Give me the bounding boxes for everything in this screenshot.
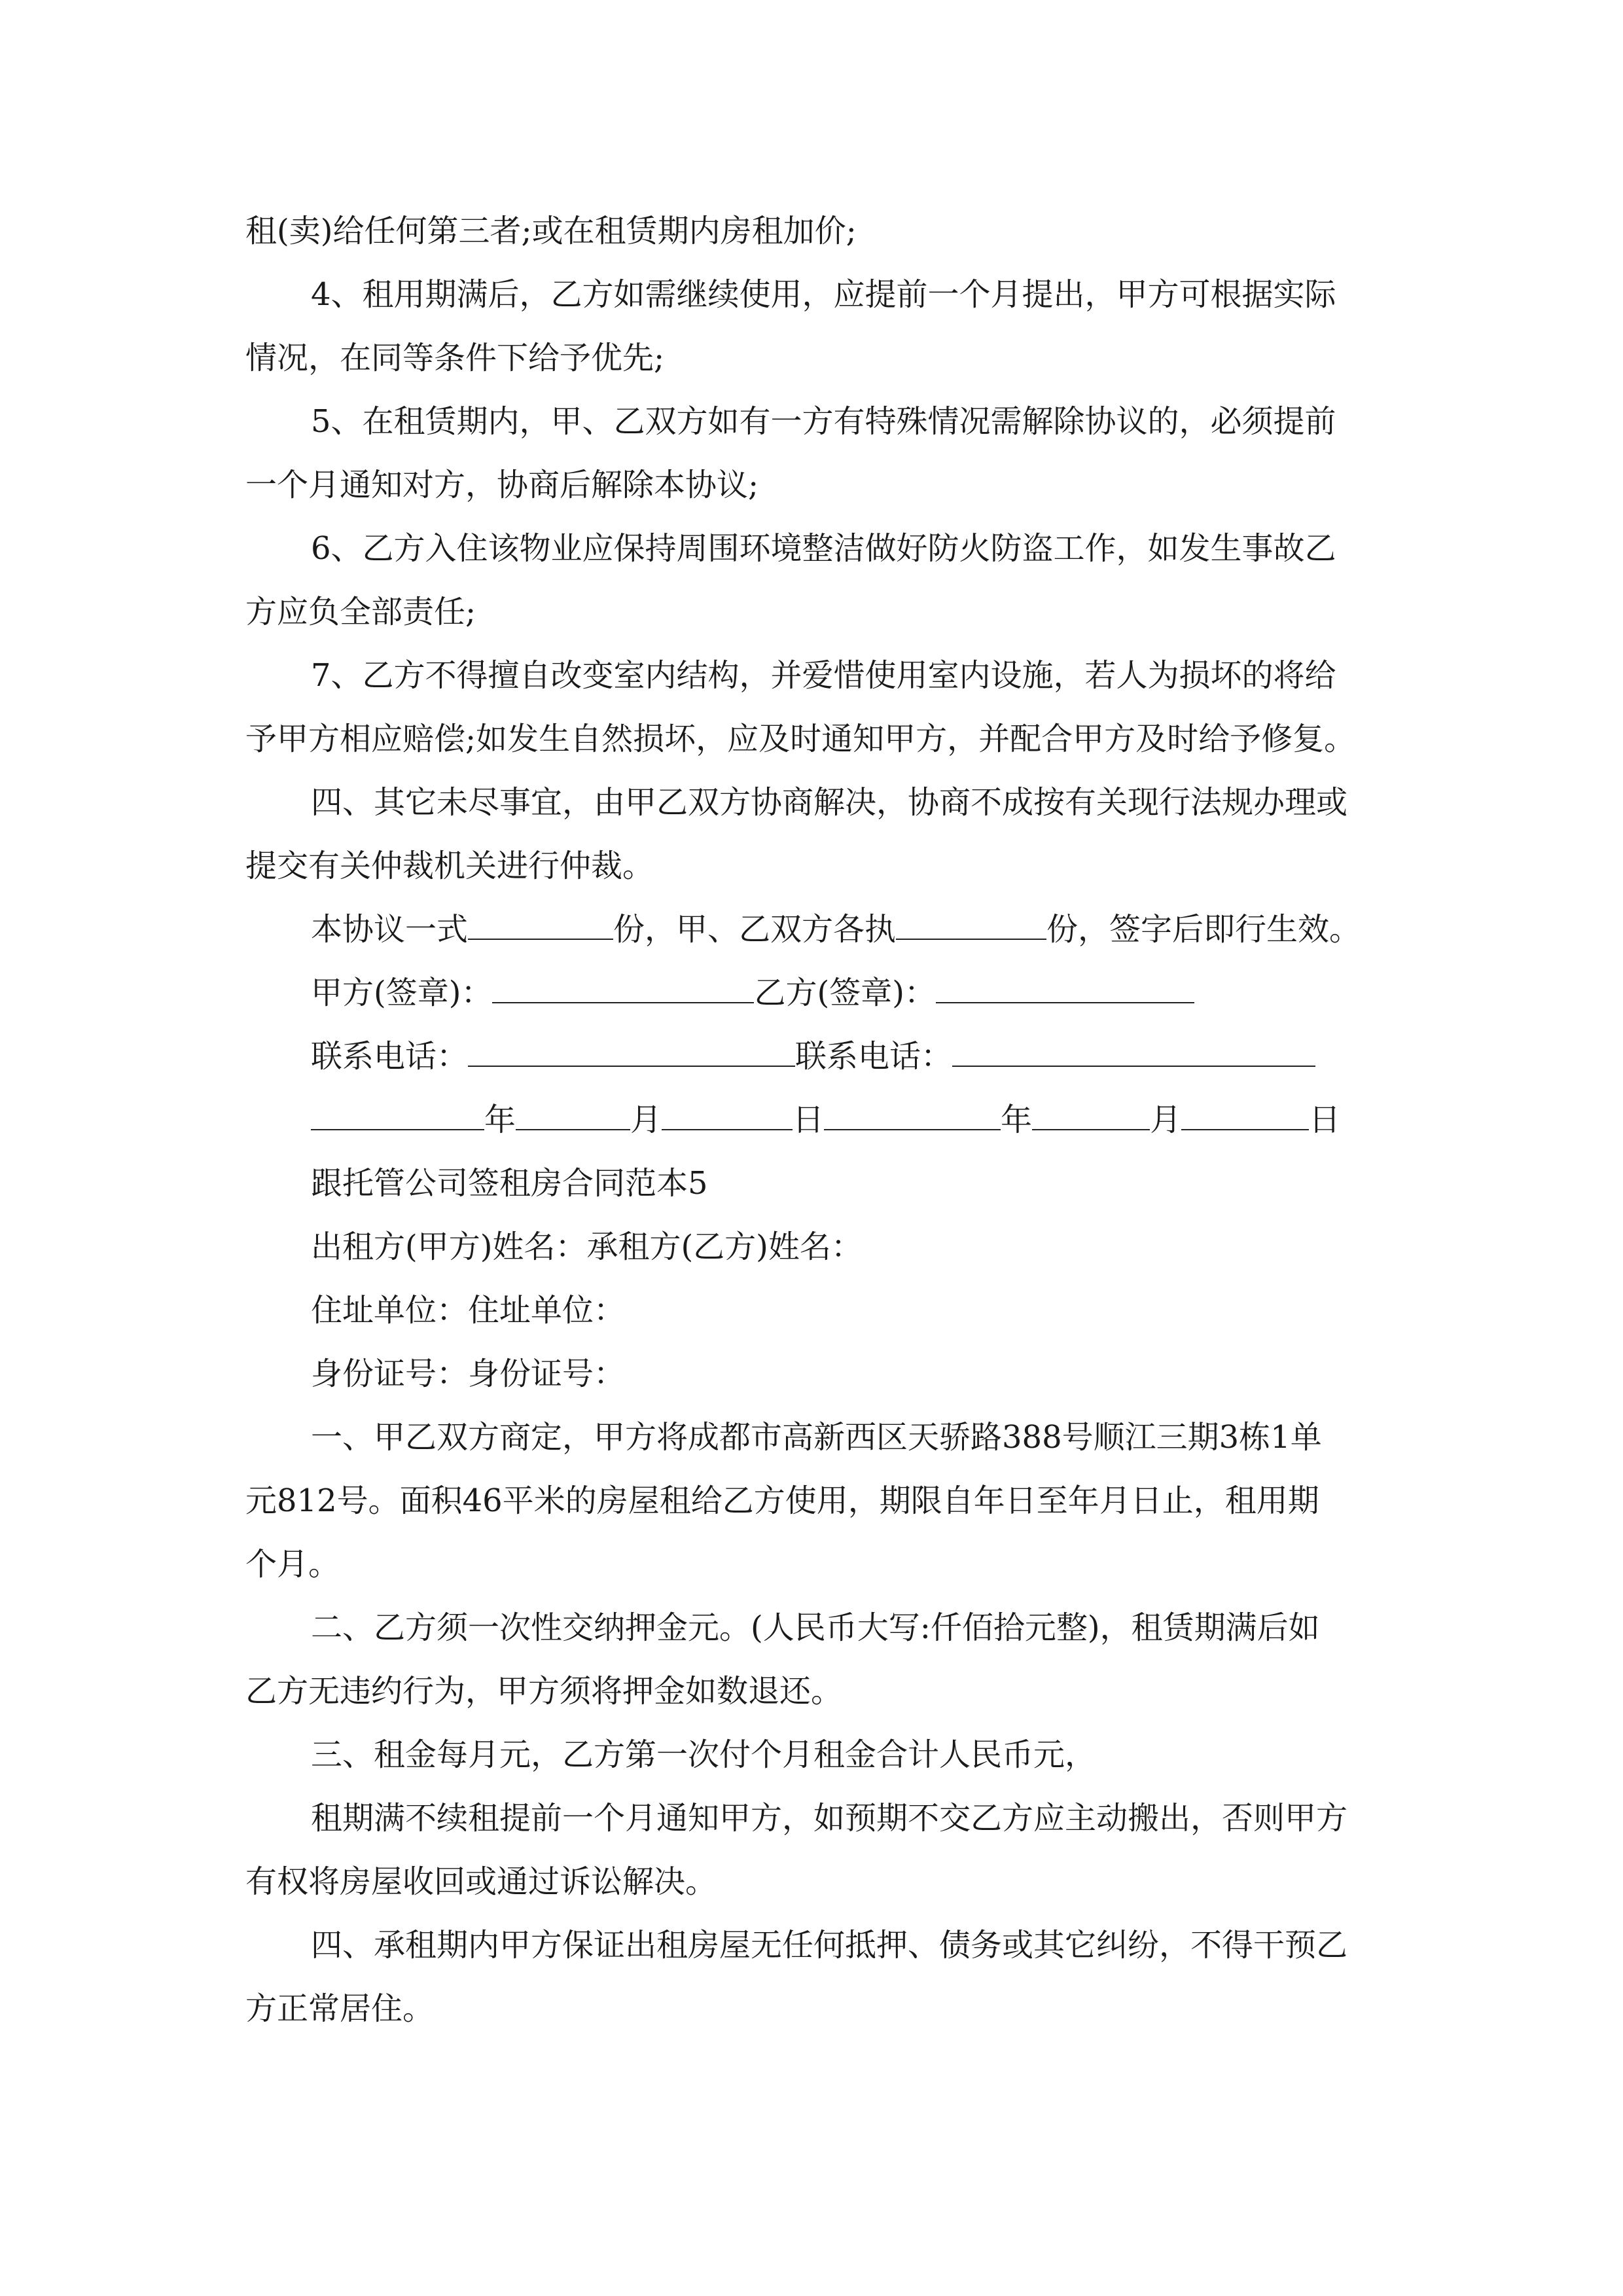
phone-a-blank[interactable]	[468, 1033, 795, 1067]
day-label: 日	[1309, 1102, 1341, 1138]
clause-6: 6、乙方入住该物业应保持周围环境整洁做好防火防盗工作，如发生事故乙	[311, 530, 1336, 567]
address-line: 住址单位：住址单位：	[311, 1292, 626, 1329]
year-label: 年	[484, 1102, 516, 1138]
day-a-blank[interactable]	[662, 1096, 793, 1130]
text-line: 个月。	[245, 1546, 340, 1583]
copies-text: 本协议一式	[311, 911, 469, 948]
text-line: 方应负全部责任;	[245, 594, 476, 630]
month-b-blank[interactable]	[1032, 1096, 1150, 1130]
date-line	[245, 1088, 1378, 1152]
month-label: 月	[630, 1102, 662, 1138]
day-label: 日	[793, 1102, 825, 1138]
phone-b-label: 联系电话：	[795, 1038, 953, 1075]
month-a-blank[interactable]	[516, 1096, 630, 1130]
year-label: 年	[1001, 1102, 1033, 1138]
id-line: 身份证号：身份证号：	[311, 1355, 626, 1392]
year-b-blank[interactable]	[824, 1096, 1001, 1130]
text-line: 提交有关仲裁机关进行仲裁。	[245, 848, 654, 884]
section-2: 二、乙方须一次性交纳押金元。(人民币大写:仟佰拾元整)，租赁期满后如	[311, 1609, 1320, 1646]
phone-b-blank[interactable]	[952, 1033, 1315, 1067]
phone-a-label: 联系电话：	[311, 1038, 469, 1075]
clause-4: 4、租用期满后，乙方如需继续使用，应提前一个月提出，甲方可根据实际	[311, 276, 1336, 313]
text-line: 方正常居住。	[245, 1990, 435, 2027]
text-line: 予甲方相应赔偿;如发生自然损坏，应及时通知甲方，并配合甲方及时给予修复。	[245, 721, 1356, 757]
text-line: 元812号。面积46平米的房屋租给乙方使用，期限自年日至年月日止，租用期	[245, 1482, 1319, 1519]
party-b-label: 乙方(签章)：	[754, 975, 936, 1011]
text-line: 租(卖)给任何第三者;或在租赁期内房租加价;	[245, 213, 857, 249]
text-line: 乙方无违约行为，甲方须将押金如数退还。	[245, 1673, 843, 1710]
copies-text: 份，甲、乙双方各执	[613, 911, 897, 948]
phone-line	[245, 1025, 1378, 1088]
party-b-signature-blank[interactable]	[936, 969, 1194, 1003]
text-line: 有权将房屋收回或通过诉讼解决。	[245, 1863, 717, 1900]
copies-text: 份，签字后即行生效。	[1046, 911, 1361, 948]
copies-each-blank[interactable]	[896, 906, 1046, 940]
section-4b: 四、承租期内甲方保证出租房屋无任何抵押、债务或其它纠纷，不得干预乙	[311, 1927, 1348, 1964]
party-a-label: 甲方(签章)：	[311, 975, 493, 1011]
text-line: 租期满不续租提前一个月通知甲方，如预期不交乙方应主动搬出，否则甲方	[311, 1800, 1348, 1837]
text-line: 情况，在同等条件下给予优先;	[245, 340, 665, 376]
section-4: 四、其它未尽事宜，由甲乙双方协商解决，协商不成按有关现行法规办理或	[311, 784, 1348, 821]
party-a-signature-blank[interactable]	[492, 969, 754, 1003]
clause-5: 5、在租赁期内，甲、乙双方如有一方有特殊情况需解除协议的，必须提前	[311, 403, 1336, 440]
signature-line	[245, 961, 1378, 1025]
copies-line	[245, 898, 1378, 961]
month-label: 月	[1150, 1102, 1182, 1138]
day-b-blank[interactable]	[1181, 1096, 1309, 1130]
section-1: 一、甲乙双方商定，甲方将成都市高新西区天骄路388号顺江三期3栋1单	[311, 1419, 1322, 1456]
section-3: 三、租金每月元，乙方第一次付个月租金合计人民币元，	[311, 1736, 1097, 1773]
copies-blank[interactable]	[468, 906, 613, 940]
section-title: 跟托管公司签租房合同范本5	[311, 1165, 708, 1202]
names-line: 出租方(甲方)姓名：承租方(乙方)姓名：	[311, 1229, 863, 1265]
clause-7: 7、乙方不得擅自改变室内结构，并爱惜使用室内设施，若人为损坏的将给	[311, 657, 1336, 694]
year-a-blank[interactable]	[311, 1096, 484, 1130]
text-line: 一个月通知对方，协商后解除本协议;	[245, 467, 759, 503]
